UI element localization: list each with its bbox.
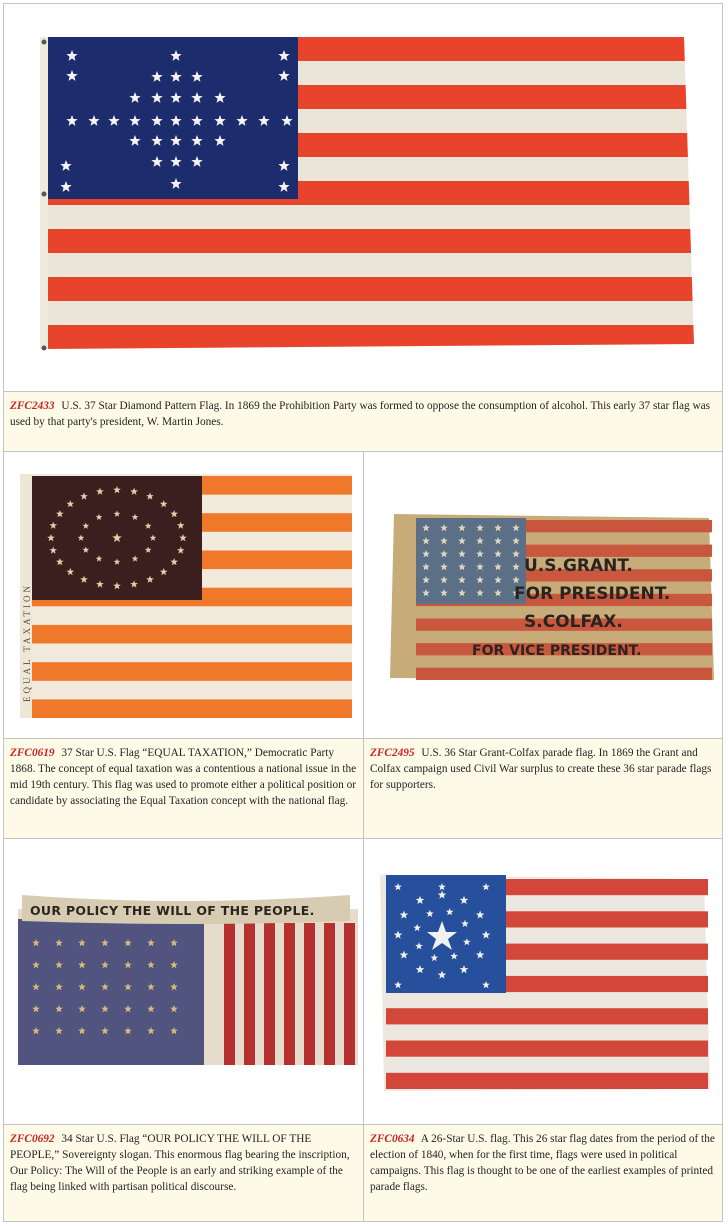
stripe	[304, 923, 315, 1065]
flag-image-cell	[3, 3, 723, 392]
caption-text: U.S. 36 Star Grant-Colfax parade flag. In 1869 the Grant and Colfax campaign used Civil War surplus to create these 36 star parade flags for supporters.	[370, 747, 712, 791]
overprint-line-1: U.S.GRANT.	[524, 556, 633, 576]
flag-image-equal-taxation	[4, 452, 364, 739]
stripe	[284, 923, 295, 1065]
flag-caption	[3, 1124, 364, 1222]
stripe	[386, 1073, 708, 1089]
stripe	[244, 923, 255, 1065]
flag-caption	[363, 738, 723, 839]
stripe	[264, 923, 275, 1065]
flag-image-cell	[363, 838, 723, 1125]
catalog-code: ZFC0692	[10, 1133, 55, 1145]
flag-image-grant-colfax	[364, 452, 723, 739]
overprint-line-4: FOR VICE PRESIDENT.	[472, 643, 642, 659]
banner-inscription: OUR POLICY THE WILL OF THE PEOPLE.	[30, 903, 315, 918]
caption-text: U.S. 37 Star Diamond Pattern Flag. In 1869 the Prohibition Party was formed to oppose the consumption of alcohol. This early 37 star flag was used by that party's president, W. Martin Jones.	[10, 400, 711, 428]
flag-image-cell	[3, 838, 364, 1125]
caption-text: A 26-Star U.S. flag. This 26 star flag dates from the period of the election of 1840, when for the first time, flags were used in political campaigns. This flag is thought to be one of the earliest examples of printed parade flags.	[370, 1133, 715, 1193]
hoist-inscription: EQUAL TAXATION	[22, 582, 32, 702]
catalog-code: ZFC2495	[370, 747, 415, 759]
flag-caption	[3, 391, 723, 452]
stripe	[26, 625, 352, 644]
flag-image-26-star	[364, 839, 723, 1125]
stripe	[42, 277, 702, 301]
stripe	[344, 923, 355, 1065]
flag-image-cell	[363, 451, 723, 739]
stripe	[26, 699, 352, 718]
caption-text: 34 Star U.S. Flag “OUR POLICY THE WILL OF THE PEOPLE,” Sovereignty slogan. This enormous flag bearing the inscription, Our Policy: The Will of the People is an early and striking example of the flag being linked with partisan political discourse.	[10, 1133, 350, 1193]
catalog-code: ZFC0634	[370, 1133, 415, 1145]
overprint-line-3: S.COLFAX.	[524, 612, 623, 632]
flag-caption	[3, 738, 364, 839]
flag-image-37-star-diamond	[4, 4, 723, 392]
catalog-code: ZFC2433	[10, 400, 55, 412]
stripe	[416, 668, 712, 680]
stripe	[224, 923, 235, 1065]
stripe	[324, 923, 335, 1065]
catalog-code: ZFC0619	[10, 747, 55, 759]
stripe	[386, 1041, 708, 1057]
stripe	[26, 662, 352, 681]
stripe	[42, 229, 702, 253]
overprint-line-2: FOR PRESIDENT.	[514, 584, 671, 604]
stripe	[386, 1008, 708, 1024]
flag-image-our-policy	[4, 839, 364, 1125]
flag-caption	[363, 1124, 723, 1222]
flag-image-cell	[3, 451, 364, 739]
caption-text: 37 Star U.S. Flag “EQUAL TAXATION,” Democratic Party 1868. The concept of equal taxation was a contentious a national issue in the mid 19th century. This flag was used to promote either a political position or candidate by associating the Equal Taxation concept with the national flag.	[10, 747, 357, 807]
stripe	[42, 325, 702, 349]
